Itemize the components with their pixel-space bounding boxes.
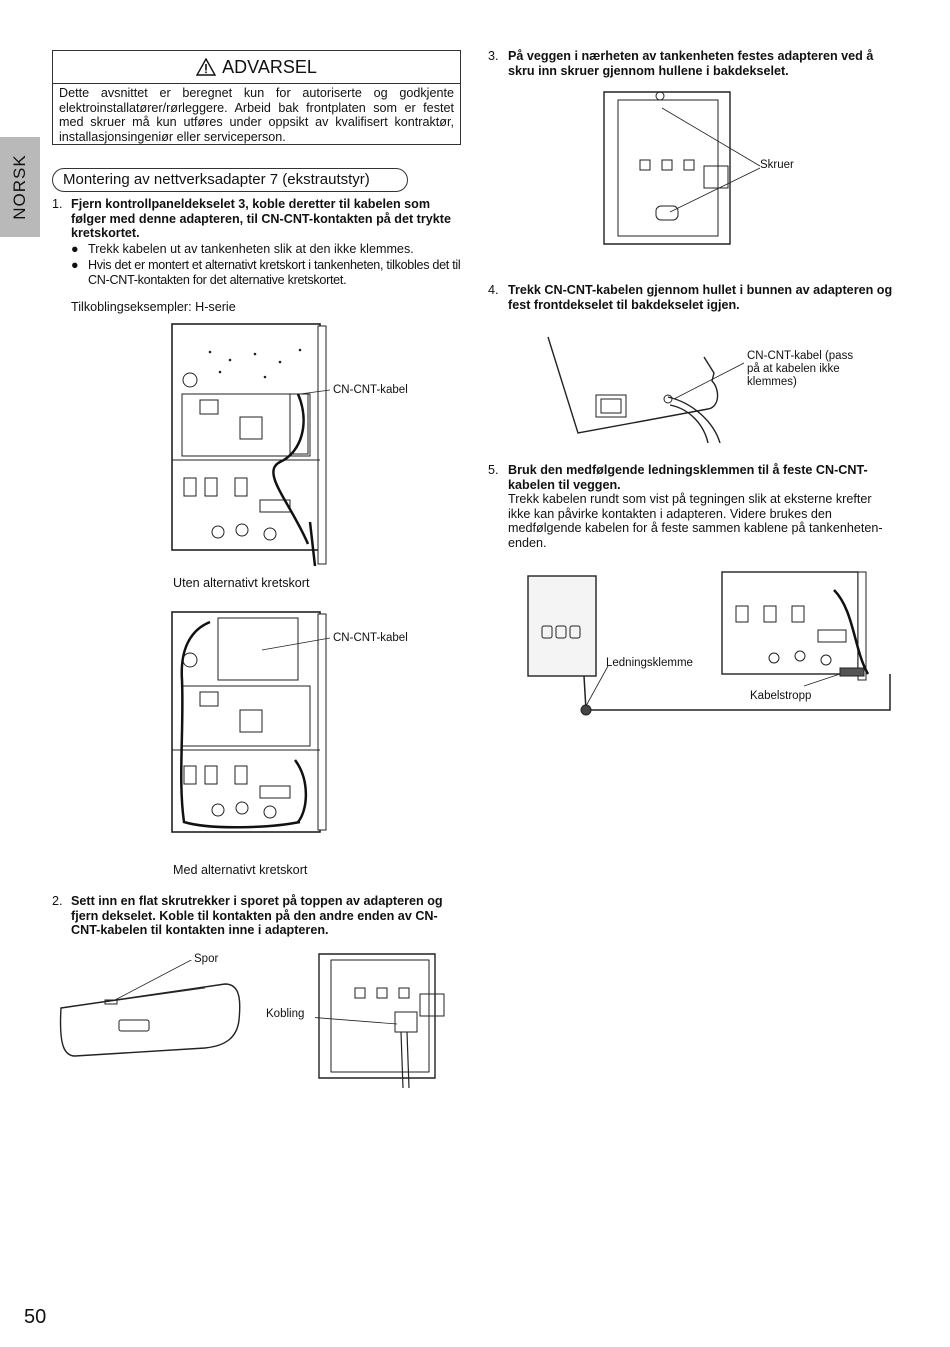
label-skruer: Skruer: [760, 159, 794, 171]
adapter-wall-diagram: [600, 88, 760, 253]
warning-text: Dette avsnittet er beregnet kun for autoriserte og godkjente elektroinstallatører/rørleggere. Arbeid bak frontplaten som er festet med skruer må kun utføres under oppsikt av kvalifisert kontraktør, installasjonsingeniør eller serviceperson.: [59, 86, 454, 144]
adapter-open-diagram: [315, 950, 455, 1090]
warning-title: ADVARSEL: [222, 57, 317, 77]
step-2-number: 2.: [52, 894, 63, 908]
figure-b-caption: Med alternativt kretskort: [173, 863, 308, 877]
figure-b-label: CN-CNT-kabel: [333, 632, 408, 644]
language-tab: [0, 137, 40, 237]
step-4-number: 4.: [488, 283, 499, 297]
warning-box: [52, 50, 461, 145]
adapter-bottom-diagram: [544, 333, 744, 443]
unit-diagram-with-pcb: [170, 610, 330, 838]
label-kobling: Kobling: [266, 1008, 305, 1020]
label-ledningsklemme: Ledningsklemme: [606, 657, 693, 669]
unit-diagram-without-pcb: [170, 322, 330, 568]
step-1-text: Fjern kontrollpaneldekselet 3, koble deretter til kabelen som følger med denne adapteren, til CN-CNT-kontakten på det trykte kretskortet.: [71, 197, 451, 240]
step-5-text: Trekk kabelen rundt som vist på tegningen slik at eksterne krefter ikke kan påvirke kontakten i adapteren. Videre brukes den medfølgende kabelen for å feste sammen kablene på tankenheten-enden.: [508, 492, 883, 550]
adapter-cover-diagram: [55, 960, 245, 1060]
bullet-dot: ●: [71, 258, 79, 272]
label-cn-cnt-cable: CN-CNT-kabel (pass på at kabelen ikke klemmes): [747, 350, 854, 388]
figure-a-label: CN-CNT-kabel: [333, 384, 408, 396]
bullet-dot: ●: [71, 242, 79, 256]
step-1-number: 1.: [52, 197, 63, 211]
step-5-text-bold: Bruk den medfølgende ledningsklemmen til å feste CN-CNT-kabelen til veggen.: [508, 463, 868, 492]
step-1-bullet-2: Hvis det er montert et alternativt kretskort i tankenheten, tilkobles det til CN-CNT-kontakten for det alternative kretskortet.: [88, 258, 461, 287]
figure-a-caption: Uten alternativt kretskort: [173, 576, 310, 590]
warning-triangle-icon: [196, 58, 216, 76]
step-4-text: Trekk CN-CNT-kabelen gjennom hullet i bunnen av adapteren og fest frontdekselet til bakdekselet igjen.: [508, 283, 893, 312]
divider: [53, 83, 460, 84]
step-3-text: På veggen i nærheten av tankenheten festes adapteren ved å skru inn skruer gjennom hullene i bakdekselet.: [508, 49, 874, 78]
label-kabelstropp: Kabelstropp: [750, 690, 812, 702]
wall-installation-diagram: [524, 570, 896, 720]
step-1-bullet-1: Trekk kabelen ut av tankenheten slik at den ikke klemmes.: [88, 242, 414, 256]
examples-heading: Tilkoblingseksempler: H-serie: [71, 300, 236, 314]
step-5-number: 5.: [488, 463, 499, 477]
language-tab-label: NORSK: [10, 154, 29, 220]
section-title: Montering av nettverksadapter 7 (ekstrautstyr): [52, 168, 408, 192]
step-2-text: Sett inn en flat skrutrekker i sporet på toppen av adapteren og fjern dekselet. Koble til kontakten på den andre enden av CN-CNT-kabelen til kontakten inne i adapteren.: [71, 894, 443, 937]
page-number: 50: [24, 1306, 47, 1328]
label-spor: Spor: [194, 953, 219, 965]
step-3-number: 3.: [488, 49, 499, 63]
